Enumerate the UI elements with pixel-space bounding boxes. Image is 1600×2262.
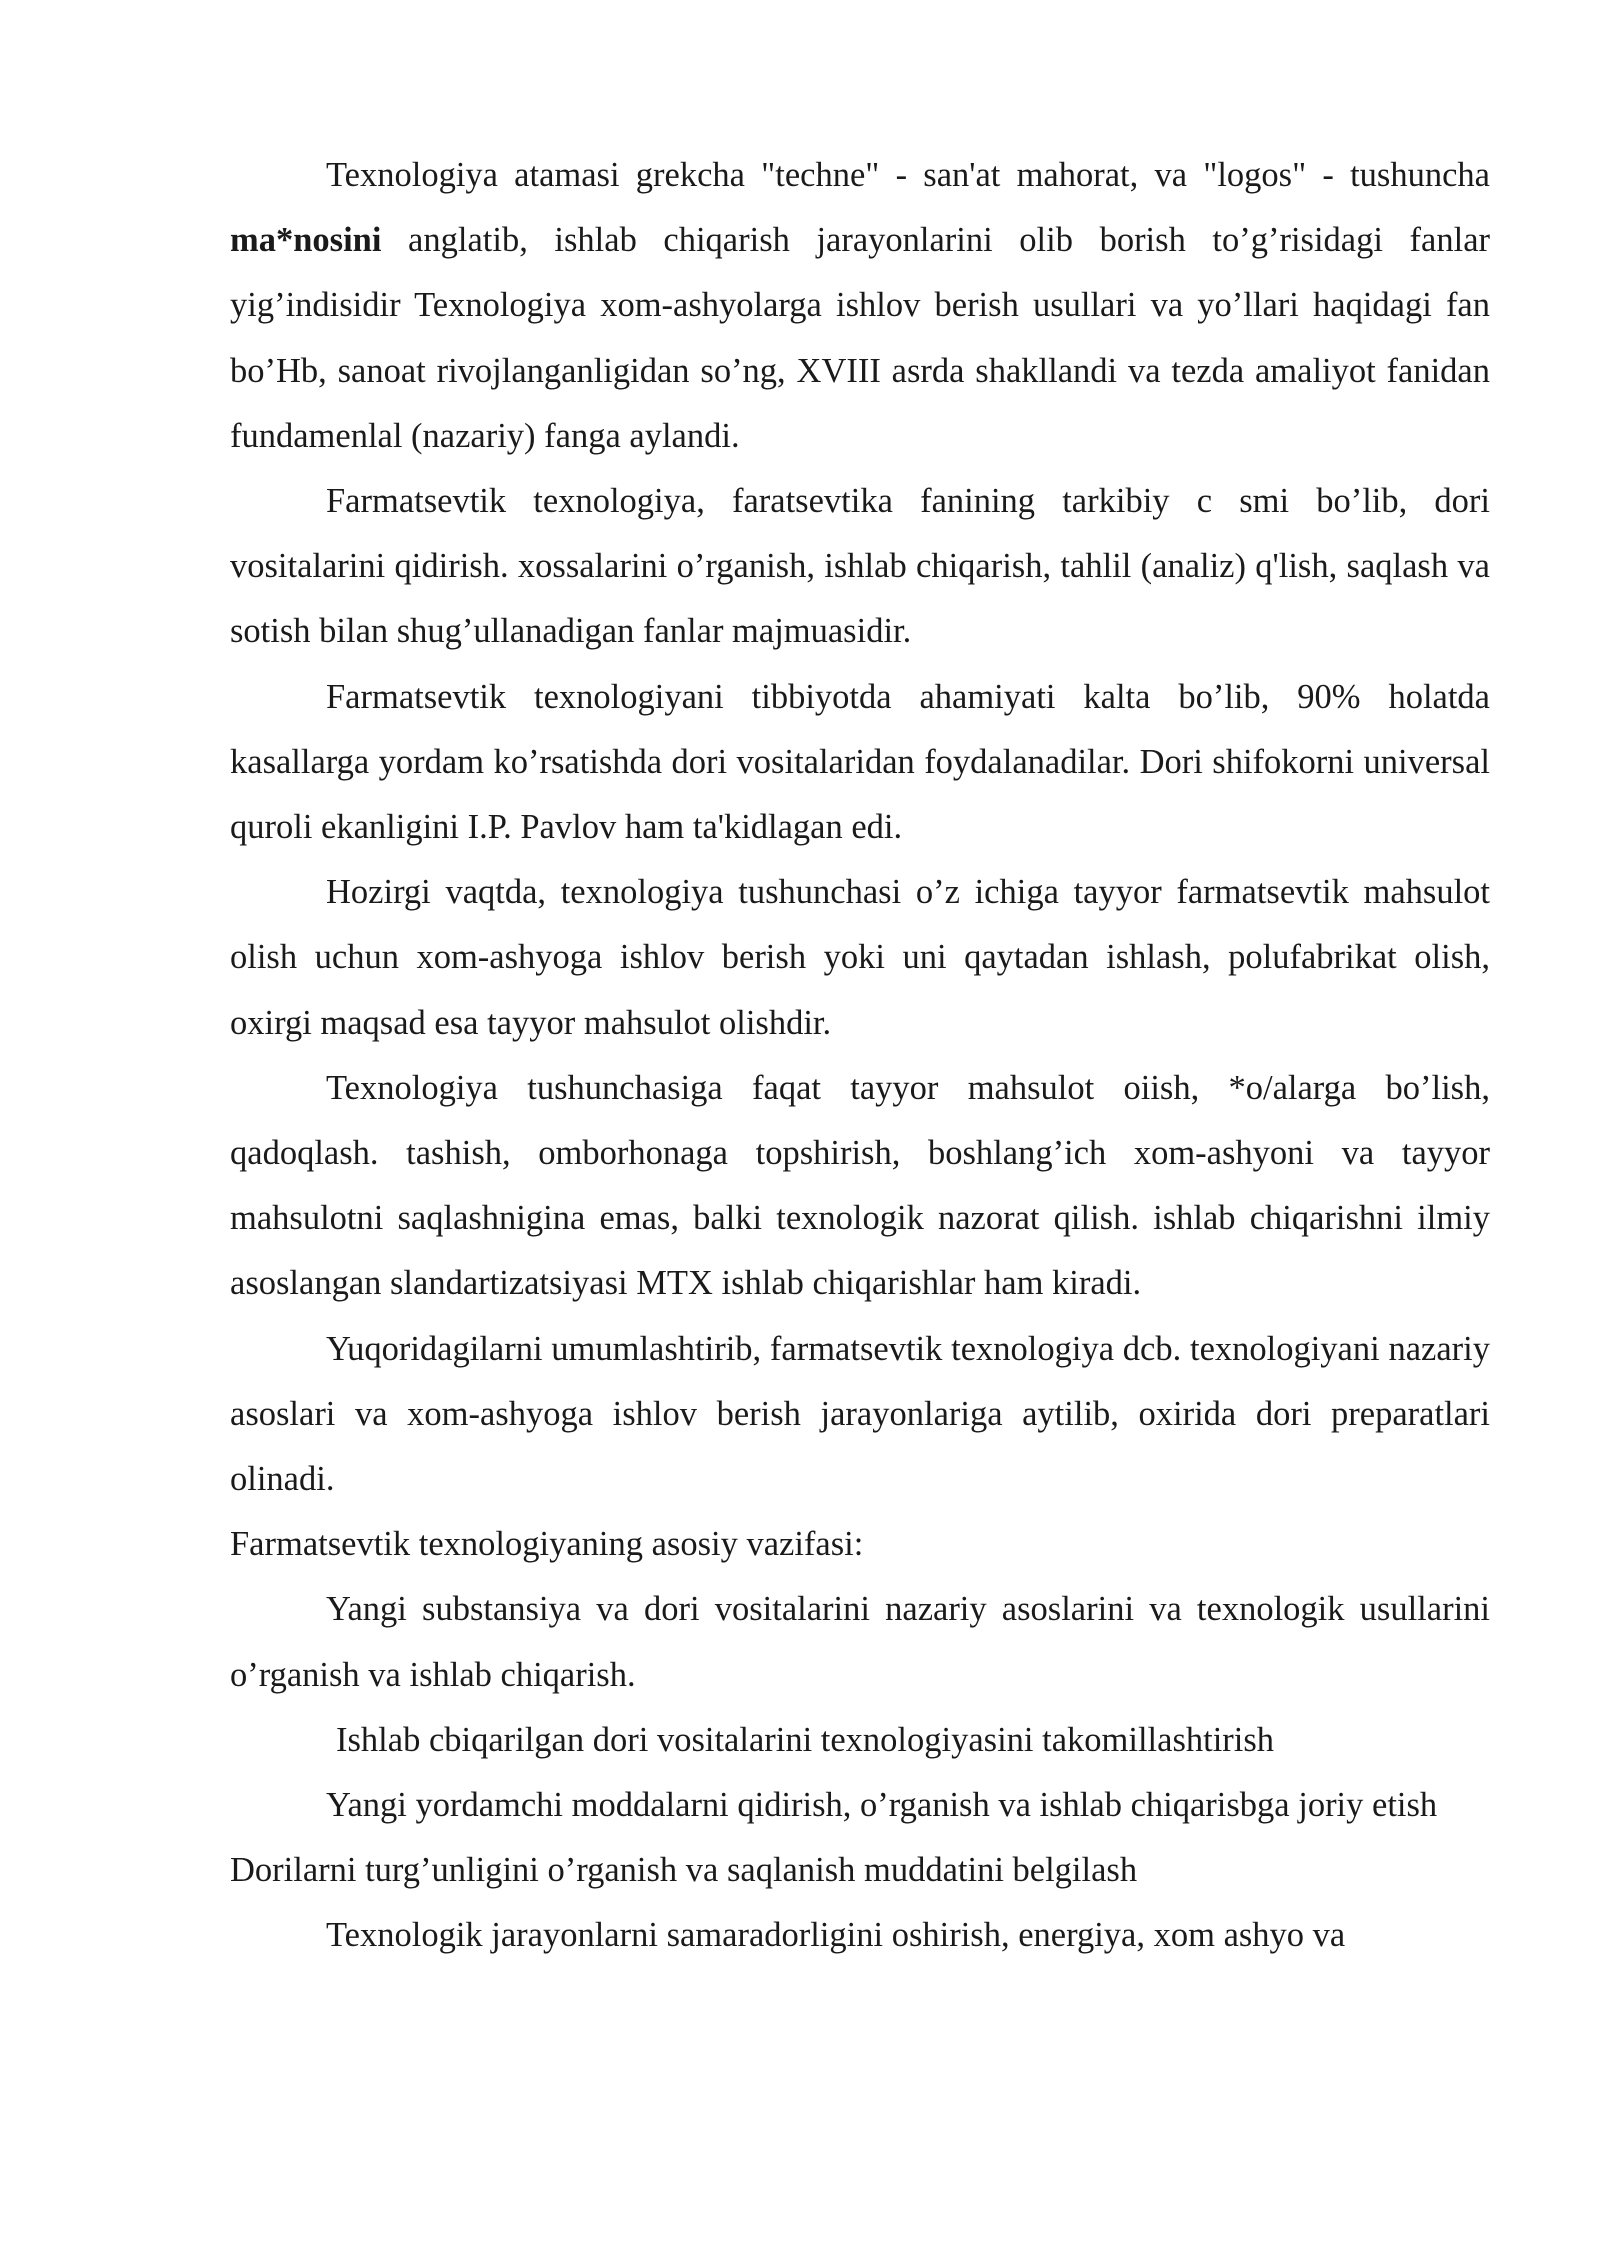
- task-item-1: Yangi substansiya va dori vositalarini nazariy asoslarini va texnologik usullarini o’rganish va ishlab chiqarish.: [230, 1590, 1490, 1694]
- paragraph-1-start: Texnologiya atamasi grekcha "techne" - san'at mahorat, va "logos" - tushuncha: [326, 156, 1490, 194]
- paragraph-6: Yuqoridagilarni umumlashtirib, farmatsevtik texnologiya dcb. texnologiyani nazariy asoslari va xom-ashyoga ishlov berish jarayonlariga aytilib, oxirida dori preparatlari olinadi.: [230, 1329, 1490, 1499]
- paragraph-4: Hozirgi vaqtda, texnologiya tushunchasi o’z ichiga tayyor farmatsevtik mahsulot olish uchun xom-ashyoga ishlov berish yoki uni qaytadan ishlash, polufabrikat olish, oxirgi maqsad esa tayyor mahsulot olishdir.: [230, 873, 1490, 1042]
- tasks-heading: Farmatsevtik texnologiyaning asosiy vazifasi:: [230, 1525, 864, 1564]
- paragraph-3: Farmatsevtik texnologiyani tibbiyotda ahamiyati kalta bo’lib, 90% holatda kasallarga yordam ko’rsatishda dori vositalaridan foydalanadilar. Dori shifokorni universal quroli ekanligini I.P. Pavlov ham ta'kidlagan edi.: [230, 677, 1490, 847]
- task-item-3: Yangi yordamchi moddalarni qidirish, o’rganish va ishlab chiqarisbga joriy etish: [326, 1786, 1438, 1825]
- paragraph-5: Texnologiya tushunchasiga faqat tayyor mahsulot oiish, *o/alarga bo’lish, qadoqlash. tashish, omborhonaga topshirish, boshlang’ich xom-ashyoni va tayyor mahsulotni saqlashnigina emas, balki texnologik nazorat qilish. ishlab chiqarishni ilmiy asoslangan slandartizatsiyasi MTX ishlab chiqarishlar ham kiradi.: [230, 1068, 1490, 1303]
- paragraph-2: Farmatsevtik texnologiya, faratsevtika fanining tarkibiy c smi bo’lib, dori vositalarini qidirish. xossalarini o’rganish, ishlab chiqarish, tahlil (analiz) q'lish, saqlash va sotish bilan shug’ullanadigan fanlar majmuasidir.: [230, 482, 1490, 651]
- paragraph-1-end: anglatib, ishlab chiqarish jarayonlarini olib borish to’g’risidagi fanlar yig’indisidir Texnologiya xom-ashyolarga ishlov berish usullari va yo’llari haqidagi fan bo’Hb, sanoat rivojlanganligidan so’ng, XVIII asrda shakllandi va tezda amaliyot fanidan fundamenlal (nazariy) fanga aylandi.: [230, 221, 1490, 455]
- bold-term: ma*nosini: [230, 221, 382, 260]
- document-body: [230, 143, 1490, 1969]
- task-item-2: Ishlab cbiqarilgan dori vositalarini texnologiyasini takomillashtirish: [336, 1720, 1275, 1759]
- paragraph-1: [230, 143, 1490, 469]
- task-item-5: Texnologik jarayonlarni samaradorligini oshirish, energiya, xom ashyo va: [326, 1916, 1346, 1955]
- task-item-4: Dorilarni turg’unligini o’rganish va saqlanish muddatini belgilash: [230, 1851, 1138, 1890]
